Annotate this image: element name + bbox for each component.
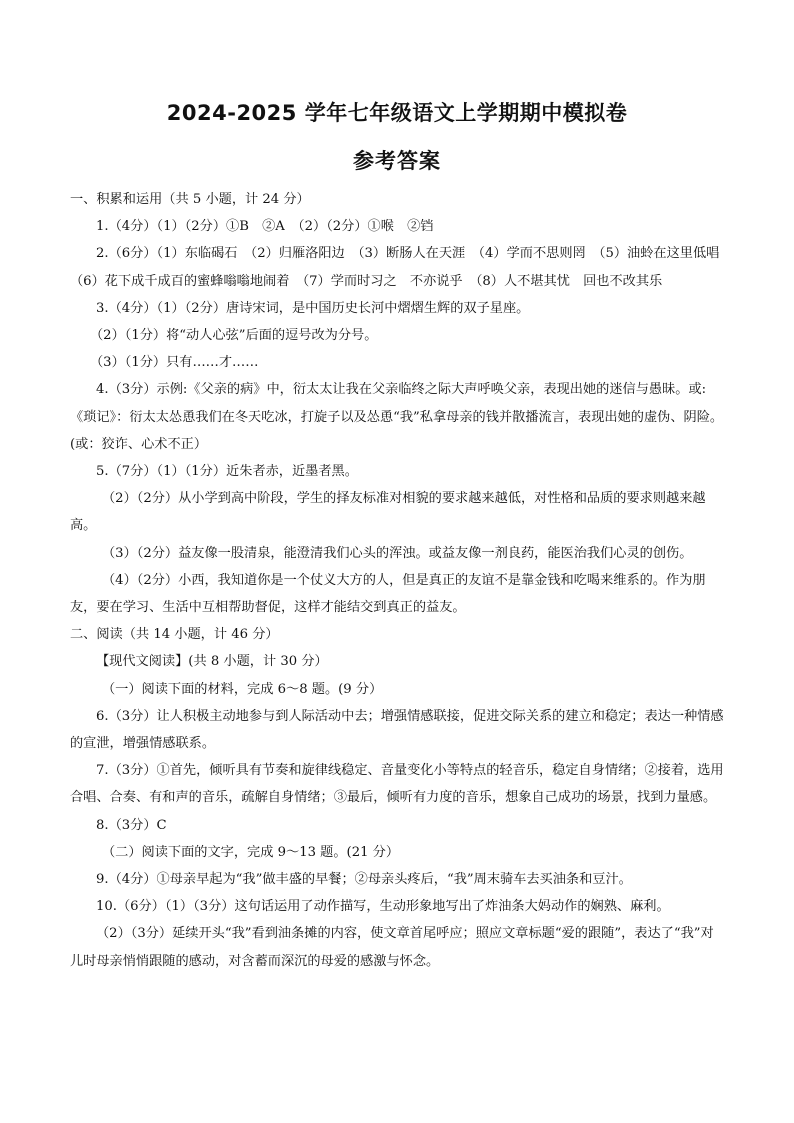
answer-q7: 7.（3分）①首先，倾听具有节奏和旋律线稳定、音量变化小等特点的轻音乐，稳定自身情绪；②接着，选用合唱、合奏、有和声的音乐，疏解自身情绪；③最后，倾听有力度的音乐，想象自己成功的场景，找到力量感。: [70, 763, 724, 806]
answer-q3-1: 3.（4分）（1）（2分）唐诗宋词，是中国历史长河中熠熠生辉的双子星座。: [96, 300, 530, 316]
answer-q3-2: （2）（1分）将“动人心弦”后面的逗号改为分号。: [90, 328, 378, 344]
page-title: 2024-2025 学年七年级语文上学期期中模拟卷: [166, 101, 628, 125]
answer-q8: 8.（3分）C: [96, 817, 167, 833]
part-2-heading: （二）阅读下面的文字，完成 9～13 题。(21 分）: [102, 844, 400, 860]
answer-q4: 4.（3分）示例:《父亲的病》中，衍太太让我在父亲临终之际大声呼唤父亲，表现出她的迷信与愚昧。或:《琐记》：衍太太怂恿我们在冬天吃冰，打旋子以及怂恿“我”私拿母亲的钱并散播流言，表现出她的虚伪、阴险。(或：狡诈、心术不正）: [70, 382, 724, 452]
answer-q10-1: 10.（6分）（1）（3分）这句话运用了动作描写，生动形象地写出了炸油条大妈动作的娴熟、麻利。: [96, 899, 670, 915]
section-1-heading: 一、积累和运用（共 5 小题，计 24 分）: [70, 192, 310, 207]
answer-q5-2: （2）（2分）从小学到高中阶段，学生的择友标准对相貌的要求越来越低，对性格和品质的要求则越来越高。: [70, 491, 706, 534]
answer-q6: 6.（3分）让人积极主动地参与到人际活动中去；增强情感联接，促进交际关系的建立和稳定；表达一种情感的宣泄，增强情感联系。: [70, 708, 724, 752]
answer-q5-3: （3）（2分）益友像一股清泉，能澄清我们心头的浑浊。或益友像一剂良药，能医治我们心灵的创伤。: [102, 545, 693, 561]
answer-q5-4: （4）（2分）小西，我知道你是一个仗义大方的人，但是真正的友谊不是靠金钱和吃喝来维系的。作为朋友，要在学习、生活中互相帮助督促，这样才能结交到真正的益友。: [70, 572, 706, 616]
answer-q9: 9.（4分）①母亲早起为“我”做丰盛的早餐；②母亲头疼后，“我”周末骑车去买油条和豆汁。: [96, 872, 632, 888]
answer-q2: 2.（6分）（1）东临碣石 （2）归雁洛阳边 （3）断肠人在天涯 （4）学而不思则罔 （5）油蛉在这里低唱 （6）花下成千成百的蜜蜂嗡嗡地闹着 （7）学而时习之 不亦说乎 （8）人不堪其忧 回也不改其乐: [70, 246, 733, 289]
answer-content: [70, 186, 733, 975]
section-2-heading: 二、阅读（共 14 小题，计 46 分）: [70, 627, 279, 643]
modern-reading-heading: 【现代文阅读】(共 8 小题，计 30 分）: [96, 654, 328, 670]
answer-q1: 1.（4分）（1）（2分）①B ②A （2）（2分）①喉 ②铛: [96, 219, 434, 235]
page-subtitle: 参考答案: [353, 149, 441, 173]
answer-q3-3: （3）（1分）只有……才……: [90, 355, 259, 371]
part-1-heading: （一）阅读下面的材料，完成 6～8 题。(9 分）: [102, 681, 383, 697]
answer-q5-1: 5.（7分）（1）（1分）近朱者赤，近墨者黑。: [96, 464, 358, 480]
answer-q10-2: （2）（3分）延续开头“我”看到油条摊的内容，使文章首尾呼应；照应文章标题“爱的跟随”，表达了“我”对儿时母亲悄悄跟随的感动，对含蓄而深沉的母爱的感激与怀念。: [70, 926, 714, 969]
